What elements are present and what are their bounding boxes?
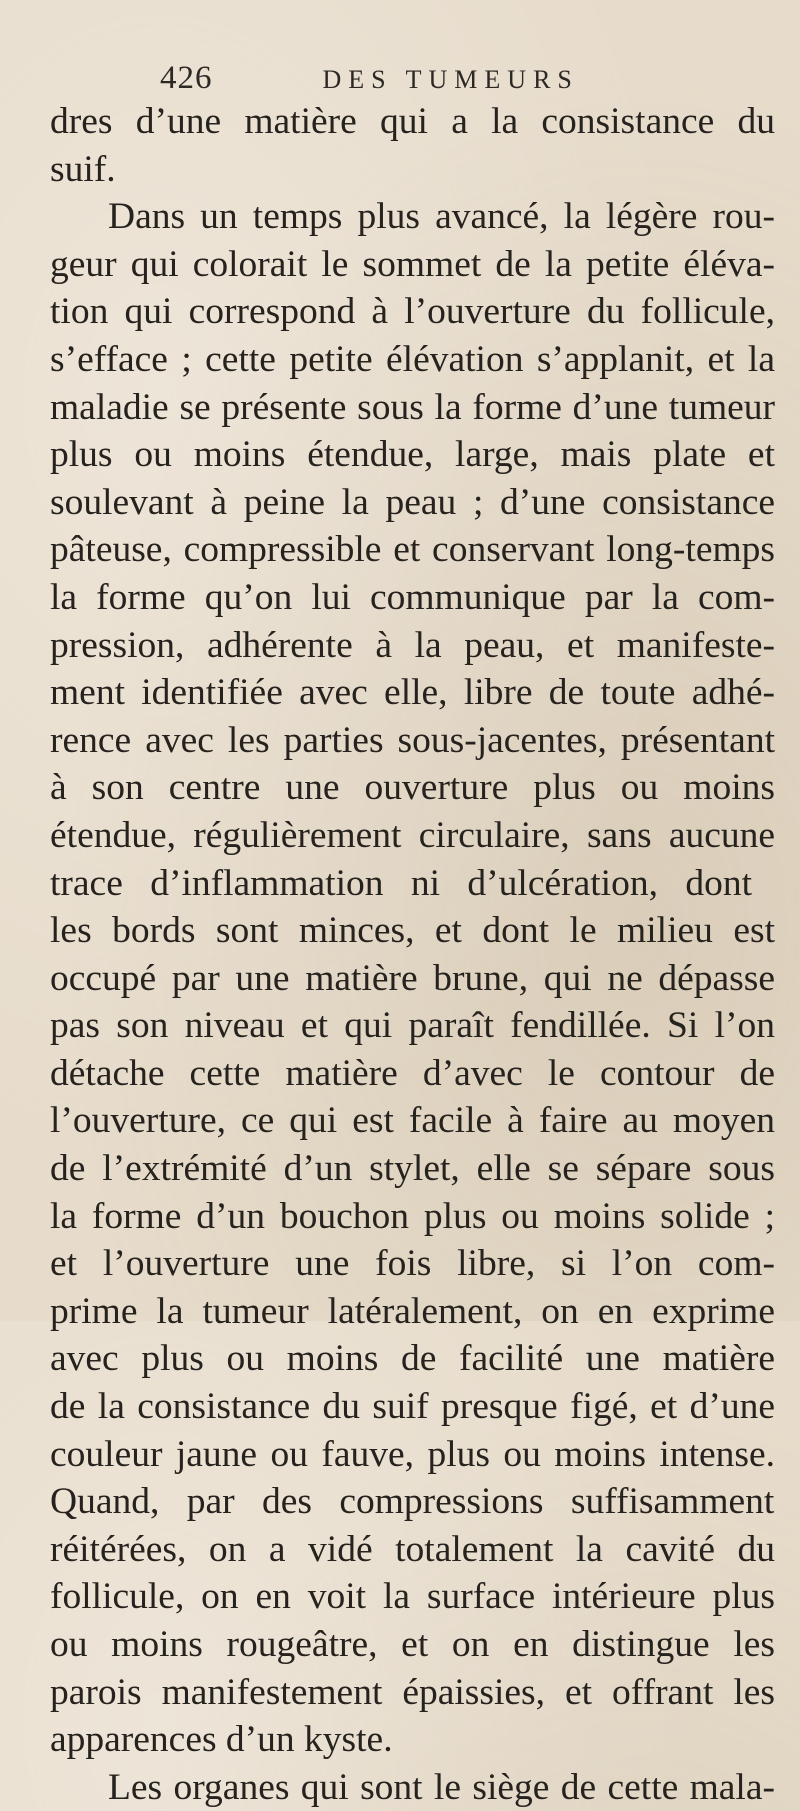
text-line: étendue, régulièrement circulaire, sans aucune	[50, 814, 775, 856]
paragraph-start-line: Dans un temps plus avancé, la légère rou-	[108, 196, 775, 238]
text-line: geur qui colorait le sommet de la petite éléva-	[50, 243, 775, 285]
text-line: soulevant à peine la peau ; d’une consistance	[50, 481, 775, 523]
text-line: Quand, par des compressions suffisamment	[50, 1481, 775, 1523]
paragraph-start-line: Les organes qui sont le siège de cette mala-	[108, 1766, 775, 1808]
text-line: follicule, on en voit la surface intérieure plus	[50, 1576, 775, 1618]
text-line: de l’extrémité d’un stylet, elle se sépare sous	[50, 1148, 775, 1190]
text-line: plus ou moins étendue, large, mais plate et	[50, 434, 775, 476]
text-line: s’efface ; cette petite élévation s’applanit, et la	[50, 338, 775, 380]
text-line: la forme qu’on lui communique par la com-	[50, 576, 775, 618]
text-line: et l’ouverture une fois libre, si l’on com-	[50, 1243, 775, 1285]
text-line: pâteuse, compressible et conservant long-temps	[50, 529, 775, 571]
text-line: l’ouverture, ce qui est facile à faire au moyen	[50, 1100, 775, 1142]
text-line: pression, adhérente à la peau, et manifeste-	[50, 624, 775, 666]
running-head	[160, 60, 760, 100]
text-line: occupé par une matière brune, qui ne dépasse	[50, 957, 775, 999]
text-line: tion qui correspond à l’ouverture du follicule,	[50, 291, 775, 333]
text-line: pas son niveau et qui paraît fendillée. Si l’on	[50, 1005, 775, 1047]
text-line: suif.	[50, 148, 116, 190]
text-line: ou moins rougeâtre, et on en distingue les	[50, 1624, 775, 1665]
text-line: à son centre une ouverture plus ou moins	[50, 767, 775, 809]
text-line: dres d’une matière qui a la consistance du	[50, 101, 775, 142]
text-line: parois manifestement épaissies, et offrant les	[50, 1671, 775, 1713]
text-line: avec plus ou moins de facilité une matière	[50, 1338, 775, 1380]
text-line: la forme d’un bouchon plus ou moins solide ;	[50, 1195, 775, 1237]
text-line: de la consistance du suif presque figé, et d’une	[50, 1386, 775, 1428]
text-line: réitérées, on a vidé totalement la cavité du	[50, 1528, 775, 1570]
text-line: maladie se présente sous la forme d’une tumeur	[50, 386, 775, 428]
page-number: 426	[160, 60, 213, 96]
text-line: les bords sont minces, et dont le milieu est	[50, 910, 775, 952]
text-line: couleur jaune ou fauve, plus ou moins intense.	[50, 1433, 775, 1475]
text-line: apparences d’un kyste.	[50, 1719, 393, 1761]
text-line: détache cette matière d’avec le contour de	[50, 1052, 775, 1094]
text-line: trace d’inflammation ni d’ulcération, dont	[50, 862, 752, 904]
running-title: DES TUMEURS	[322, 65, 579, 94]
text-line: ment identifiée avec elle, libre de toute adhé-	[50, 672, 775, 714]
body-text	[50, 98, 775, 1811]
text-line: prime la tumeur latéralement, on en exprime	[50, 1290, 775, 1332]
text-line: rence avec les parties sous-jacentes, présentant	[50, 719, 775, 761]
